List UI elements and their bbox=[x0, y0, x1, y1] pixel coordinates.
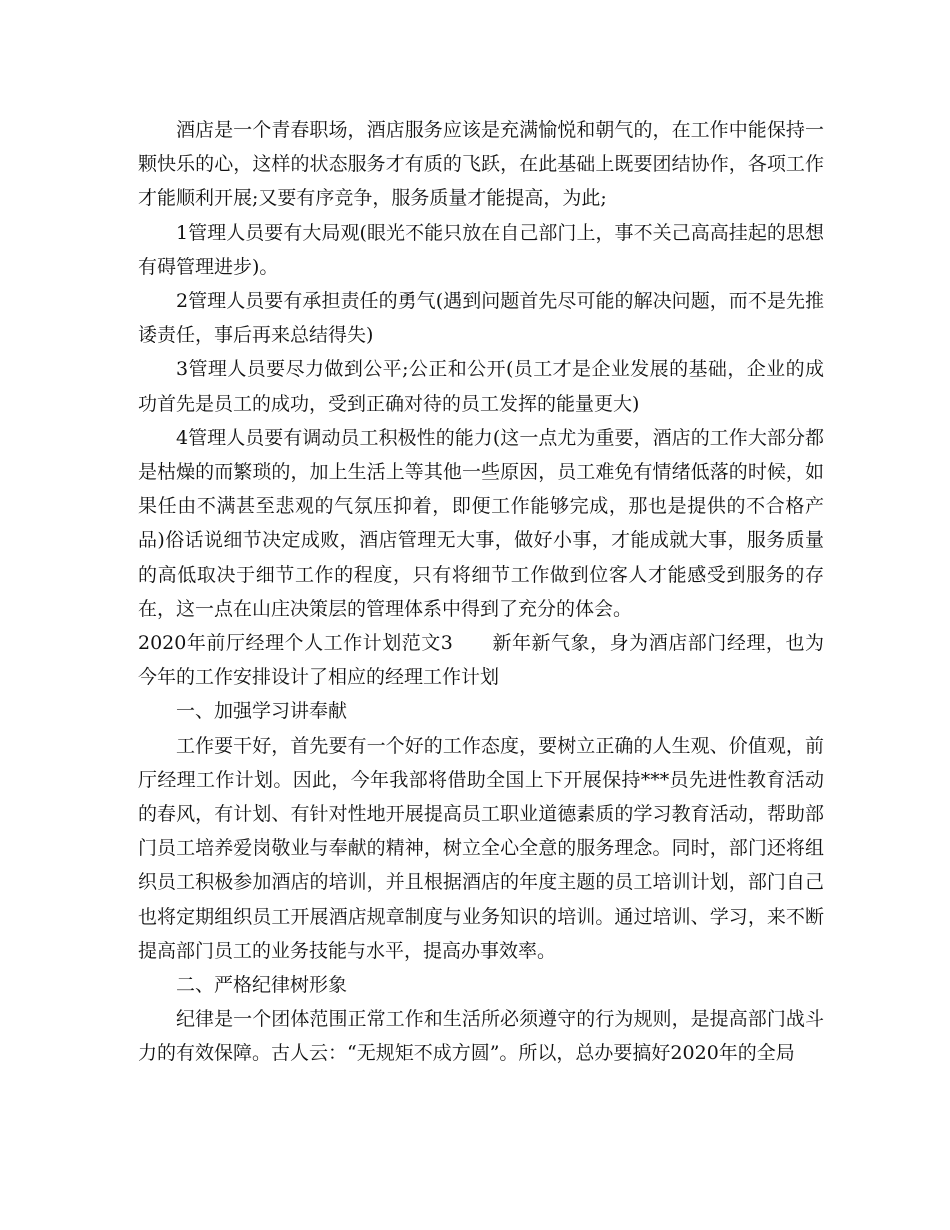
document-body bbox=[138, 113, 824, 1071]
paragraph-study: 工作要干好，首先要有一个好的工作态度，要树立正确的人生观、价值观，前厅经理工作计划。因此，今年我部将借助全国上下开展保持***员先进性教育活动的春风，有计划、有针对性地开展提高员工职业道德素质的学习教育活动，帮助部门员工培养爱岗敬业与奉献的精神，树立全心全意的服务理念。同时，部门还将组织员工积极参加酒店的培训，并且根据酒店的年度主题的员工培训计划，部门自己也将定期组织员工开展酒店规章制度与业务知识的培训。通过培训、学习，来不断提高部门员工的业务技能与水平，提高办事效率。 bbox=[138, 734, 824, 962]
heading-discipline-image: 二、严格纪律树形象 bbox=[176, 974, 348, 997]
section-title-plan-3: 2020年前厅经理个人工作计划范文3 新年新气象，身为酒店部门经理，也为今年的工作安排设计了相应的经理工作计划 bbox=[138, 632, 824, 689]
paragraph-point-4: 4管理人员要有调动员工积极性的能力(这一点尤为重要，酒店的工作大部分都是枯燥的而繁琐的，加上生活上等其他一些原因，员工难免有情绪低落的时候，如果任由不满甚至悲观的气氛压抑着，即便工作能够完成，那也是提供的不合格产品)俗话说细节决定成败，酒店管理无大事，做好小事，才能成就大事，服务质量的高低取决于细节工作的程度，只有将细节工作做到位客人才能感受到服务的存在，这一点在山庄决策层的管理体系中得到了充分的体会。 bbox=[138, 426, 824, 620]
heading-study-dedication: 一、加强学习讲奉献 bbox=[176, 700, 348, 723]
paragraph-discipline: 纪律是一个团体范围正常工作和生活所必须遵守的行为规则，是提高部门战斗力的有效保障。古人云：“无规矩不成方圆”。所以，总办要搞好2020年的全局 bbox=[138, 1008, 824, 1065]
paragraph-point-2: 2管理人员要有承担责任的勇气(遇到问题首先尽可能的解决问题，而不是先推诿责任，事后再来总结得失) bbox=[138, 290, 824, 347]
paragraph-intro: 酒店是一个青春职场，酒店服务应该是充满愉悦和朝气的，在工作中能保持一颗快乐的心，这样的状态服务才有质的飞跃，在此基础上既要团结协作，各项工作才能顺利开展;又要有序竞争，服务质量才能提高，为此; bbox=[138, 119, 824, 210]
paragraph-point-3: 3管理人员要尽力做到公平;公正和公开(员工才是企业发展的基础，企业的成功首先是员工的成功，受到正确对待的员工发挥的能量更大) bbox=[138, 358, 824, 415]
paragraph-point-1: 1管理人员要有大局观(眼光不能只放在自己部门上，事不关己高高挂起的思想有碍管理进步)。 bbox=[138, 221, 824, 278]
